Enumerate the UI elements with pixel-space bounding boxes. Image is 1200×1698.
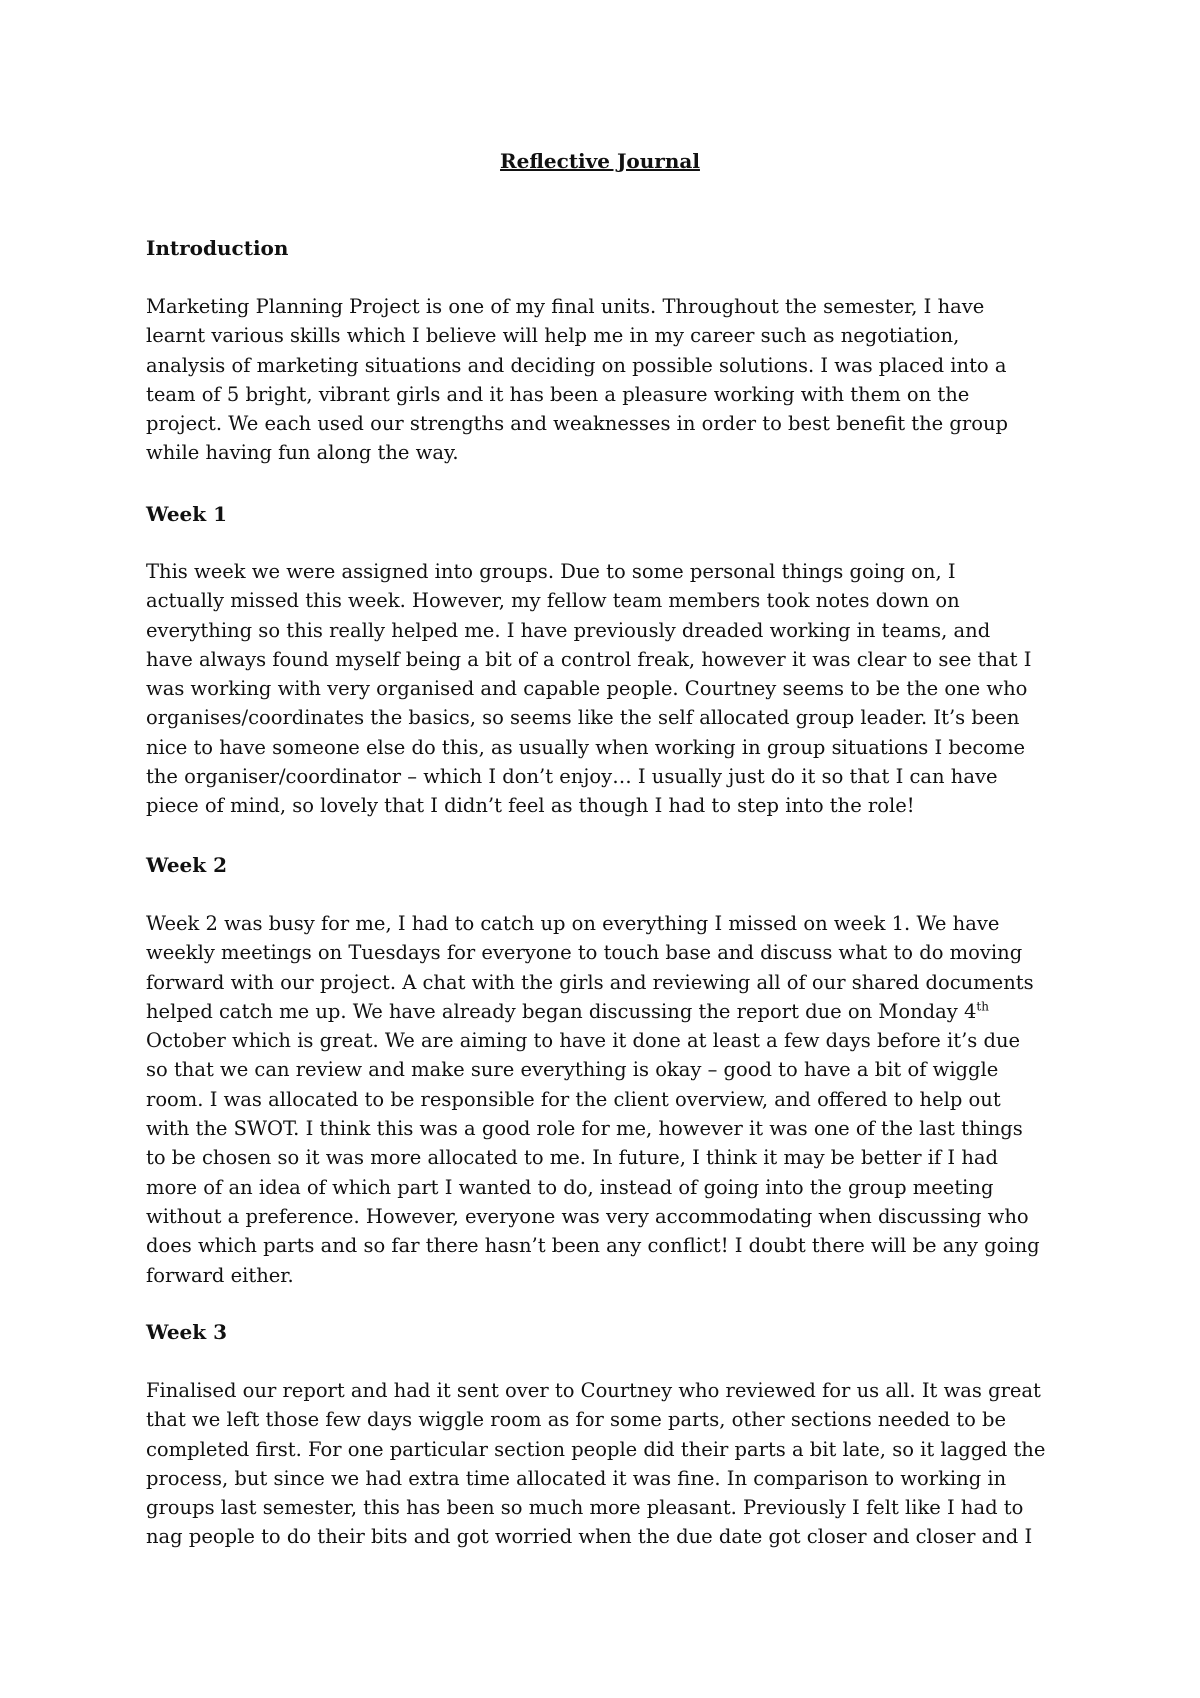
paragraph-line: organises/coordinates the basics, so seems like the self allocated group leader. It’s been bbox=[146, 706, 1020, 730]
paragraph-line: Week 2 was busy for me, I had to catch up on everything I missed on week 1. We have bbox=[146, 912, 1000, 935]
section-body-week-3 bbox=[146, 1376, 1076, 1552]
paragraph-line: more of an idea of which part I wanted to do, instead of going into the group meeting bbox=[146, 1175, 994, 1199]
paragraph-line: actually missed this week. However, my fellow team members took notes down on bbox=[146, 589, 960, 613]
paragraph-line: have always found myself being a bit of a control freak, however it was clear to see that I bbox=[146, 647, 1032, 671]
paragraph-line: the organiser/coordinator – which I don’t enjoy… I usually just do it so that I can have bbox=[146, 765, 998, 789]
section-body-week-2 bbox=[146, 909, 1076, 1290]
paragraph-line: does which parts and so far there hasn’t been any conflict! I doubt there will be any going bbox=[146, 1234, 1040, 1258]
paragraph-line: team of 5 bright, vibrant girls and it has been a pleasure working with them on the bbox=[146, 382, 970, 406]
paragraph-line: forward with our project. A chat with the girls and reviewing all of our shared documents bbox=[146, 970, 1034, 994]
paragraph-line: groups last semester, this has been so much more pleasant. Previously I felt like I had to bbox=[146, 1496, 1024, 1520]
paragraph-line: to be chosen so it was more allocated to me. In future, I think it may be better if I had bbox=[146, 1146, 998, 1170]
paragraph-line-with-superscript bbox=[146, 997, 1076, 1026]
paragraph-line: nag people to do their bits and got worried when the due date got closer and closer and I bbox=[146, 1525, 1033, 1549]
paragraph-line: without a preference. However, everyone was very accommodating when discussing who bbox=[146, 1204, 1029, 1228]
paragraph-line: weekly meetings on Tuesdays for everyone to touch base and discuss what to do moving bbox=[146, 941, 1023, 965]
section-heading-introduction: Introduction bbox=[146, 236, 289, 260]
paragraph-line: Finalised our report and had it sent over to Courtney who reviewed for us all. It was great bbox=[146, 1379, 1041, 1402]
paragraph-line: This week we were assigned into groups. Due to some personal things going on, I bbox=[146, 560, 956, 583]
paragraph-line: forward either. bbox=[146, 1263, 294, 1287]
paragraph-line: analysis of marketing situations and deciding on possible solutions. I was placed into a bbox=[146, 353, 1007, 377]
section-body-week-1 bbox=[146, 557, 1076, 821]
paragraph-line: piece of mind, so lovely that I didn’t feel as though I had to step into the role! bbox=[146, 794, 915, 818]
paragraph-line: so that we can review and make sure everything is okay – good to have a bit of wiggle bbox=[146, 1058, 999, 1082]
paragraph-line: was working with very organised and capable people. Courtney seems to be the one who bbox=[146, 677, 1028, 701]
paragraph-line: nice to have someone else do this, as usually when working in group situations I become bbox=[146, 735, 1026, 759]
paragraph-line: completed first. For one particular section people did their parts a bit late, so it lagged the bbox=[146, 1437, 1046, 1461]
paragraph-line: everything so this really helped me. I have previously dreaded working in teams, and bbox=[146, 618, 991, 642]
paragraph-line: October which is great. We are aiming to have it done at least a few days before it’s due bbox=[146, 1029, 1021, 1053]
page-title: Reflective Journal bbox=[500, 149, 700, 173]
section-body-introduction bbox=[146, 292, 1076, 468]
section-heading-week-2: Week 2 bbox=[146, 853, 228, 877]
paragraph-line: with the SWOT. I think this was a good role for me, however it was one of the last things bbox=[146, 1117, 1023, 1141]
paragraph-line: Marketing Planning Project is one of my final units. Throughout the semester, I have bbox=[146, 295, 985, 318]
paragraph-line: learnt various skills which I believe will help me in my career such as negotiation, bbox=[146, 324, 960, 348]
paragraph-line: process, but since we had extra time allocated it was fine. In comparison to working in bbox=[146, 1466, 1007, 1490]
ordinal-superscript: th bbox=[976, 999, 989, 1014]
line-text: helped catch me up. We have already began discussing the report due on Monday 4 bbox=[146, 999, 977, 1023]
paragraph-line: that we left those few days wiggle room as for some parts, other sections needed to be bbox=[146, 1408, 1007, 1432]
paragraph-line: while having fun along the way. bbox=[146, 441, 459, 465]
paragraph-line: project. We each used our strengths and weaknesses in order to best benefit the group bbox=[146, 412, 1008, 436]
paragraph-line: room. I was allocated to be responsible for the client overview, and offered to help out bbox=[146, 1087, 1001, 1111]
section-heading-week-3: Week 3 bbox=[146, 1320, 228, 1344]
section-heading-week-1: Week 1 bbox=[146, 502, 228, 526]
